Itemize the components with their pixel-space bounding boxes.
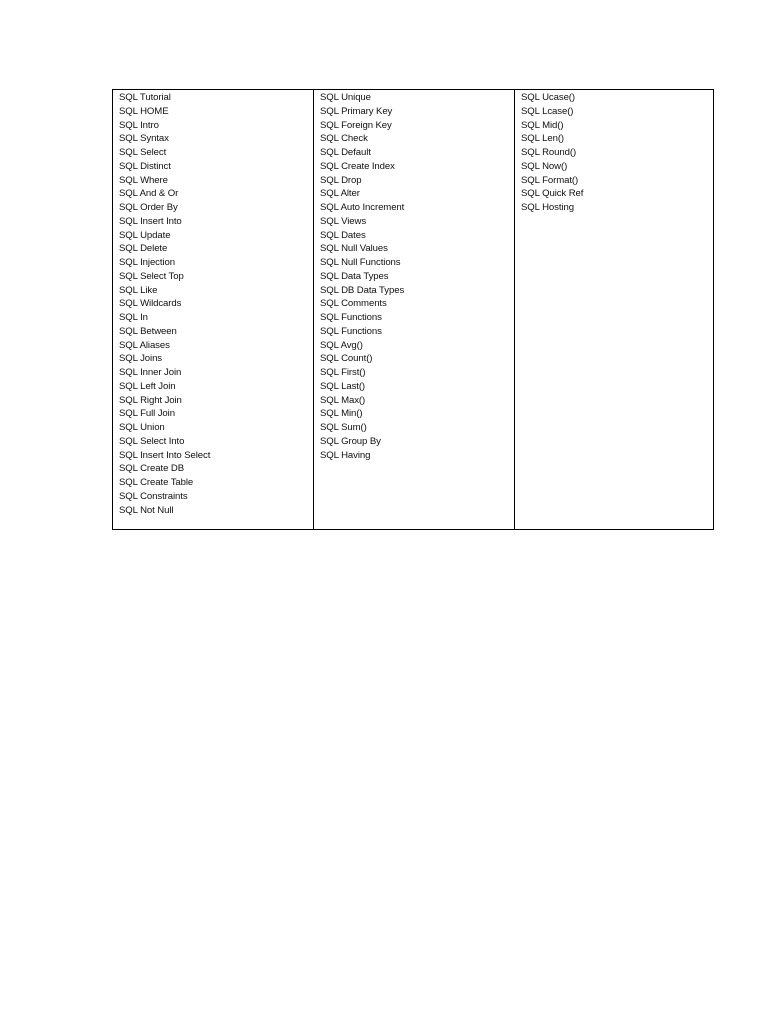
topic-item: SQL Functions — [320, 325, 382, 337]
topic-item: SQL Count() — [320, 353, 373, 365]
topic-item: SQL Max() — [320, 394, 366, 406]
topic-item: SQL Auto Increment — [320, 202, 405, 213]
table-column-3 — [515, 90, 713, 529]
topic-item: SQL Unique — [320, 92, 371, 103]
topic-item: SQL First() — [320, 367, 366, 378]
topic-item: SQL Right Join — [119, 394, 182, 406]
topic-item: SQL Format() — [521, 174, 579, 186]
topic-item: SQL Wildcards — [119, 298, 182, 310]
topic-item: SQL Create DB — [119, 463, 184, 475]
topic-item: SQL Sum() — [320, 422, 367, 433]
topic-item: SQL Aliases — [119, 339, 170, 351]
topic-item: SQL Joins — [119, 353, 163, 365]
topic-item: SQL Create Index — [320, 160, 395, 172]
topic-item: SQL Union — [119, 422, 165, 433]
topic-list — [320, 91, 514, 462]
topic-item: SQL Views — [320, 215, 367, 227]
topic-item: SQL Len() — [521, 133, 565, 145]
topic-item: SQL Intro — [119, 119, 159, 131]
topic-item: SQL In — [119, 312, 148, 323]
topic-item: SQL Distinct — [119, 160, 171, 172]
topic-item: SQL Min() — [320, 408, 363, 420]
topic-item: SQL Insert Into — [119, 215, 182, 227]
topic-item: SQL Comments — [320, 298, 387, 310]
topic-item: SQL Between — [119, 325, 177, 337]
topic-item: SQL Order By — [119, 202, 178, 213]
topic-item: SQL Drop — [320, 174, 362, 186]
topic-item: SQL Check — [320, 133, 368, 145]
topic-item: SQL Group By — [320, 435, 381, 447]
topic-item: SQL Syntax — [119, 133, 169, 145]
topic-item: SQL Create Table — [119, 477, 194, 488]
topic-item: SQL Select Into — [119, 435, 185, 447]
topic-item: SQL Last() — [320, 380, 366, 392]
topic-item: SQL Update — [119, 229, 171, 241]
topic-item: SQL Like — [119, 284, 158, 296]
topic-item: SQL Insert Into Select — [119, 449, 211, 461]
topic-item: SQL Ucase() — [521, 92, 575, 103]
topic-item: SQL Now() — [521, 160, 568, 172]
topic-item: SQL Alter — [320, 188, 360, 200]
topic-list — [521, 91, 713, 215]
topic-item: SQL Select Top — [119, 270, 184, 282]
topic-item: SQL Null Functions — [320, 257, 401, 268]
topics-table — [112, 89, 714, 530]
topic-item: SQL Data Types — [320, 270, 389, 282]
topic-item: SQL Select — [119, 147, 167, 158]
topic-item: SQL Quick Ref — [521, 188, 584, 200]
table-column-1 — [113, 90, 314, 529]
topic-item: SQL Lcase() — [521, 105, 574, 117]
topic-item: SQL HOME — [119, 105, 169, 117]
table-column-2 — [314, 90, 515, 529]
topic-item: SQL Avg() — [320, 339, 363, 351]
topic-item: SQL Inner Join — [119, 367, 182, 378]
topic-item: SQL Dates — [320, 229, 366, 241]
topic-item: SQL Not Null — [119, 504, 174, 516]
topic-item: SQL Foreign Key — [320, 119, 392, 131]
topic-item: SQL Mid() — [521, 119, 564, 131]
topic-item: SQL Null Values — [320, 243, 388, 255]
topic-item: SQL Hosting — [521, 202, 574, 213]
topic-list — [119, 91, 313, 517]
topic-item: SQL Constraints — [119, 490, 188, 502]
topic-item: SQL Round() — [521, 147, 577, 158]
topic-item: SQL Delete — [119, 243, 168, 255]
topic-item: SQL And & Or — [119, 188, 179, 200]
topic-item: SQL Full Join — [119, 408, 175, 420]
topic-item: SQL Default — [320, 147, 371, 158]
topic-item: SQL Tutorial — [119, 92, 171, 103]
topic-item: SQL Injection — [119, 257, 175, 268]
topic-item: SQL Where — [119, 174, 168, 186]
topic-item: SQL Functions — [320, 312, 382, 323]
topic-item: SQL Having — [320, 449, 371, 461]
topic-item: SQL Primary Key — [320, 105, 393, 117]
topic-item: SQL DB Data Types — [320, 284, 405, 296]
topic-item: SQL Left Join — [119, 380, 176, 392]
